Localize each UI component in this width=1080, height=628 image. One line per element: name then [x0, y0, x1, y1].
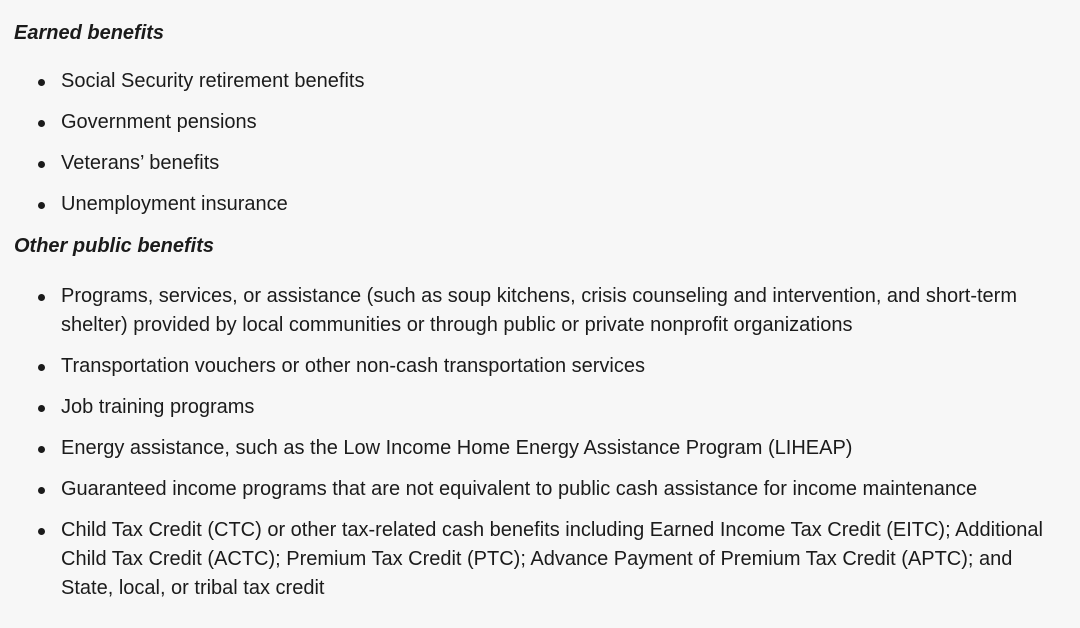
- list-item: [14, 282, 1066, 340]
- earned-benefits-list: [14, 67, 1066, 219]
- list-item-text: Job training programs: [61, 396, 255, 418]
- list-item: [14, 475, 1066, 504]
- bullet-icon: [38, 528, 45, 535]
- list-item: [14, 149, 1066, 178]
- section-heading-earned-benefits: Earned benefits: [14, 22, 165, 44]
- bullet-icon: [38, 202, 45, 209]
- other-public-benefits-list: [14, 282, 1066, 603]
- bullet-icon: [38, 161, 45, 168]
- list-item: [14, 516, 1066, 603]
- list-item-text: Government pensions: [61, 111, 257, 133]
- list-item: [14, 434, 1066, 463]
- list-item-text: Programs, services, or assistance (such as soup kitchens, crisis counseling and intervention, and short-term shelter) provided by local communities or through public or private nonprofit organizations: [61, 285, 1017, 336]
- list-item-text: Social Security retirement benefits: [61, 70, 365, 92]
- bullet-icon: [38, 294, 45, 301]
- list-item: [14, 352, 1066, 381]
- bullet-icon: [38, 487, 45, 494]
- section-heading-other-public-benefits: Other public benefits: [14, 235, 215, 257]
- bullet-icon: [38, 120, 45, 127]
- list-item: [14, 393, 1066, 422]
- list-item-text: Guaranteed income programs that are not equivalent to public cash assistance for income maintenance: [61, 478, 978, 500]
- bullet-icon: [38, 446, 45, 453]
- bullet-icon: [38, 364, 45, 371]
- bullet-icon: [38, 405, 45, 412]
- list-item: [14, 108, 1066, 137]
- list-item: [14, 67, 1066, 96]
- bullet-icon: [38, 79, 45, 86]
- list-item-text: Unemployment insurance: [61, 193, 288, 215]
- list-item-text: Veterans’ benefits: [61, 152, 220, 174]
- list-item-text: Transportation vouchers or other non-cash transportation services: [61, 355, 645, 377]
- list-item: [14, 190, 1066, 219]
- list-item-text: Energy assistance, such as the Low Income Home Energy Assistance Program (LIHEAP): [61, 437, 853, 459]
- list-item-text: Child Tax Credit (CTC) or other tax-related cash benefits including Earned Income Tax Credit (EITC); Additional Child Tax Credit (ACTC); Premium Tax Credit (PTC); Advance Payment of Premium Tax Credit (APTC); and State, local, or tribal tax credit: [61, 519, 1043, 599]
